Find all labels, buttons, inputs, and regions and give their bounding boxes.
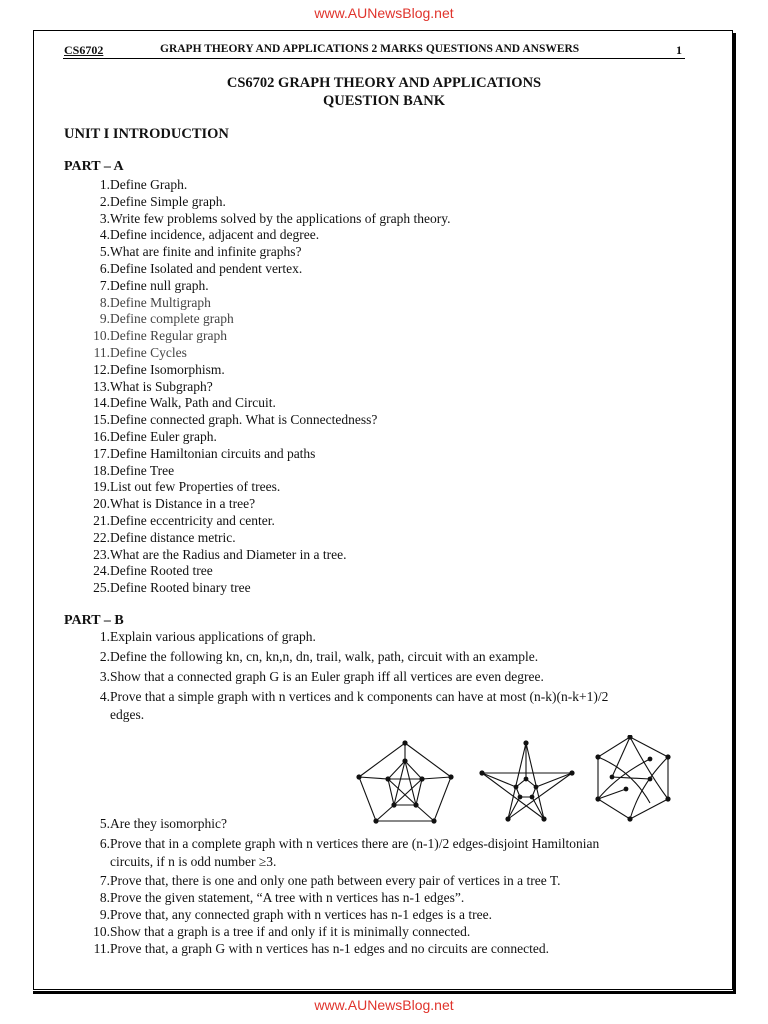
isomorphism-figures [350,735,690,825]
question-number: 8. [99,890,110,905]
question-item [86,873,561,889]
question-item [86,412,378,428]
question-number: 6. [99,261,110,276]
question-item [86,345,187,361]
question-item [86,496,256,512]
question-number: 10. [93,924,110,939]
question-number: 13. [93,378,110,394]
question-text: Define Rooted binary tree [110,580,251,596]
question-item [86,395,276,411]
question-text-continued: edges. [110,707,145,722]
question-number: 3. [99,669,110,684]
question-item [86,361,225,378]
question-number: 7. [99,873,110,888]
question-item [86,177,188,193]
question-number: 1. [99,177,110,192]
header-course-code: CS6702 [64,43,104,57]
question-item [86,836,600,869]
question-number: 11. [93,345,110,360]
question-number: 22. [93,529,110,545]
question-item [86,244,302,260]
question-text: List out few Properties of trees. [110,479,281,495]
question-number: 21. [93,513,110,528]
question-text: Define Euler graph. [110,429,217,444]
question-text: Define distance metric. [110,529,236,545]
question-item [86,445,316,462]
question-text: Write few problems solved by the applications of graph theory. [110,210,451,226]
question-text: Define null graph. [110,277,209,293]
question-number: 8. [99,294,110,310]
question-number: 24. [93,563,110,579]
question-item [86,580,251,596]
question-item [86,907,492,923]
question-number: 5. [99,244,110,260]
question-text: Explain various applications of graph. [110,629,316,644]
question-text: Define Tree [110,462,175,478]
question-item [86,563,213,579]
question-text: Show that a connected graph G is an Euler graph iff all vertices are even degree. [110,669,544,684]
question-text: Define the following kn, cn, kn,n, dn, trail, walk, path, circuit with an example. [110,649,539,664]
question-number: 4. [99,689,110,704]
question-text: Define Simple graph. [110,193,226,209]
question-number: 20. [93,496,110,512]
question-number: 9. [99,311,110,327]
question-text: What is Distance in a tree? [110,496,256,512]
question-number: 7. [99,277,110,293]
question-text: Show that a graph is a tree if and only if it is minimally connected. [110,924,471,939]
question-number: 18. [93,462,110,478]
question-text: Define Graph. [110,177,188,192]
header-rule [63,58,685,59]
question-item [86,277,209,294]
question-number: 15. [93,412,110,428]
question-item [86,193,226,210]
question-item [86,629,316,645]
header-title: GRAPH THEORY AND APPLICATIONS 2 MARKS QUESTIONS AND ANSWERS [160,43,580,55]
question-text: What is Subgraph? [110,378,213,394]
question-item [86,546,347,563]
question-item [86,689,609,722]
question-item [86,941,549,957]
question-item [86,261,303,277]
question-text: Define Hamiltonian circuits and paths [110,445,316,461]
unit-heading: UNIT I INTRODUCTION [64,126,229,142]
question-text: Prove that, there is one and only one path between every pair of vertices in a tree T. [110,873,561,888]
question-number: 5. [99,816,110,831]
question-number: 2. [99,193,110,209]
page-border-shadow-bottom [33,991,736,994]
question-item [86,649,539,665]
question-item [86,479,281,495]
question-text: Define Walk, Path and Circuit. [110,395,276,411]
question-text: Define Cycles [110,345,187,360]
site-url-top: www.AUNewsBlog.net [314,5,454,21]
question-text: Prove the given statement, “A tree with n vertices has n-1 edges”. [110,890,465,905]
site-url-bottom: www.AUNewsBlog.net [314,997,454,1013]
question-item [86,311,234,327]
page-border-shadow-right [733,33,736,994]
question-text: Define Rooted tree [110,563,213,579]
question-number: 2. [99,649,110,664]
question-text-continued: circuits, if n is odd number ≥3. [110,854,277,869]
question-number: 11. [93,941,110,956]
question-number: 1. [99,629,110,644]
question-text: Prove that in a complete graph with n vertices there are (n-1)/2 edges-disjoint Hamiltonian [110,836,600,851]
question-item [86,227,320,243]
question-number: 3. [99,210,110,226]
question-item [86,529,236,546]
question-number: 25. [93,580,110,596]
question-number: 4. [99,227,110,243]
question-item [86,890,465,906]
question-text: What are finite and infinite graphs? [110,244,302,260]
part-b-heading: PART – B [64,613,124,628]
question-item [86,462,175,479]
question-text: Define Isomorphism. [110,361,225,377]
question-text: Define Multigraph [110,294,211,310]
question-text: Define eccentricity and center. [110,513,275,528]
document-subtitle: QUESTION BANK [322,93,446,109]
question-text: Prove that, any connected graph with n vertices has n-1 edges is a tree. [110,907,492,922]
question-text: Are they isomorphic? [110,816,227,831]
petersen-graph-outer-star [359,743,451,821]
question-item [86,924,471,940]
question-number: 6. [99,836,110,851]
question-text: Define Isolated and pendent vertex. [110,261,303,276]
document-title: CS6702 GRAPH THEORY AND APPLICATIONS [226,75,542,91]
question-item [86,669,544,685]
part-a-heading: PART – A [64,159,124,174]
question-item [86,328,227,344]
question-number: 14. [93,395,110,411]
question-number: 19. [93,479,110,495]
question-text: Define incidence, adjacent and degree. [110,227,320,243]
question-number: 10. [93,328,110,344]
question-text: Define connected graph. What is Connectedness? [110,412,378,428]
question-number: 23. [93,546,110,562]
question-item [86,210,451,227]
question-text: Prove that a simple graph with n vertices and k components can have at most (n-k)(n-k+1)/2 [110,689,609,704]
question-text: Prove that, a graph G with n vertices has n-1 edges and no circuits are connected. [110,941,549,956]
question-item [86,294,211,311]
header-page-number: 1 [676,43,682,57]
question-text: What are the Radius and Diameter in a tree. [110,546,347,562]
question-number: 9. [99,907,110,922]
question-text: Define complete graph [110,311,234,327]
question-number: 17. [93,445,110,461]
question-item [86,429,217,445]
question-item [86,513,275,529]
question-number: 16. [93,429,110,444]
question-number: 12. [93,361,110,377]
question-item [86,816,227,832]
question-item [86,378,213,395]
question-text: Define Regular graph [110,328,227,344]
